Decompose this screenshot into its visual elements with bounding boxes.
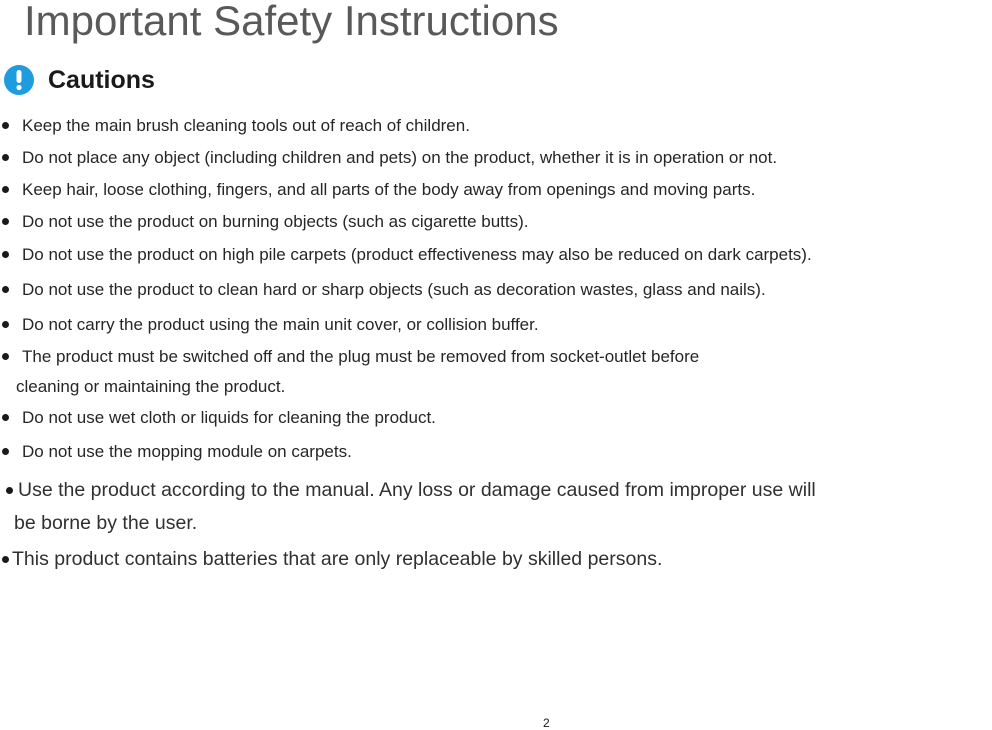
list-item-text: Do not use the product to clean hard or sharp objects (such as decoration wastes, glass and nails). <box>22 280 766 299</box>
list-item-text: Keep hair, loose clothing, fingers, and all parts of the body away from openings and moving parts. <box>22 180 756 199</box>
page-title: Important Safety Instructions <box>24 0 559 44</box>
list-item-text-continued: be borne by the user. <box>14 512 198 534</box>
list-item-text: Do not use the product on burning objects (such as cigarette butts). <box>22 212 529 231</box>
list-item-text: Use the product according to the manual. Any loss or damage caused from improper use will <box>18 479 816 501</box>
bullet-dot <box>2 122 9 129</box>
bullet-dot <box>2 251 9 258</box>
bullet-dot <box>2 321 9 328</box>
bullet-dot <box>2 556 9 563</box>
bullet-dot <box>2 414 9 421</box>
list-item-text: Do not carry the product using the main unit cover, or collision buffer. <box>22 315 539 334</box>
bullet-dot <box>6 487 13 494</box>
list-item-text-continued: cleaning or maintaining the product. <box>16 377 286 396</box>
list-item-text: The product must be switched off and the plug must be removed from socket-outlet before <box>22 347 700 366</box>
bullet-dot <box>2 448 9 455</box>
page-number: 2 <box>543 716 550 730</box>
bullet-dot <box>2 218 9 225</box>
list-item-text: Keep the main brush cleaning tools out of reach of children. <box>22 116 470 135</box>
list-item-text: Do not use the product on high pile carpets (product effectiveness may also be reduced on dark carpets). <box>22 245 812 264</box>
bullet-dot <box>2 154 9 161</box>
bullet-dot <box>2 286 9 293</box>
cautions-heading-text: Cautions <box>48 65 155 94</box>
list-item-text: This product contains batteries that are only replaceable by skilled persons. <box>12 548 663 570</box>
bullet-dot <box>2 353 9 360</box>
list-item-text: Do not use wet cloth or liquids for cleaning the product. <box>22 408 436 427</box>
list-item-text: Do not use the mopping module on carpets. <box>22 442 352 461</box>
cautions-heading <box>4 64 155 96</box>
exclamation-icon <box>4 65 34 95</box>
bullet-dot <box>2 186 9 193</box>
list-item-text: Do not place any object (including children and pets) on the product, whether it is in operation or not. <box>22 148 778 167</box>
